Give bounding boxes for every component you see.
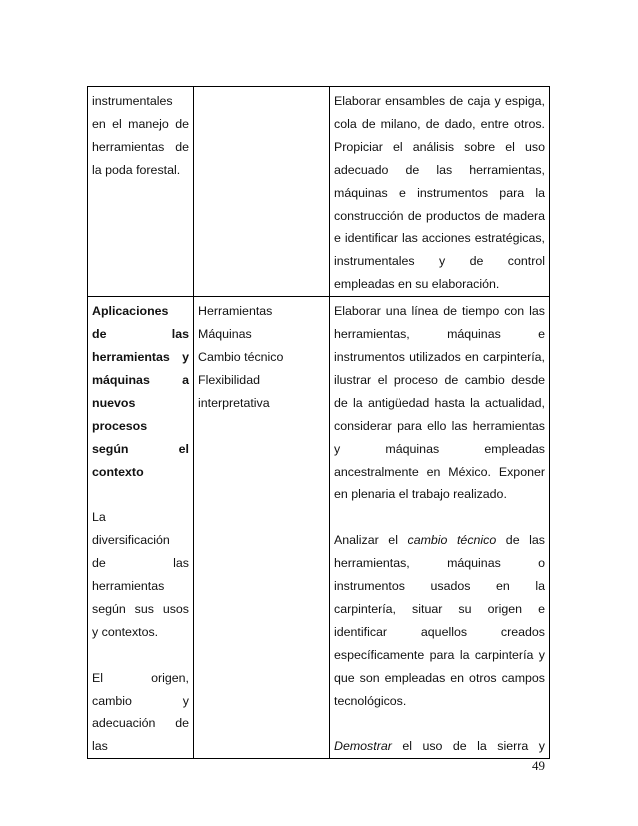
- subtopic-line: El origen,: [92, 670, 189, 685]
- activities-table: [87, 86, 550, 759]
- activity-line: instrumentos usados en la: [334, 579, 545, 594]
- activity-line: considerar para ello las herramientas: [334, 418, 545, 433]
- row1-col3-line: adecuado de las herramientas,: [334, 162, 545, 177]
- activity-line: ilustrar el proceso de cambio desde: [334, 372, 545, 387]
- activity-line: de la antigüedad hasta la actualidad,: [334, 395, 545, 410]
- table-row: [88, 87, 550, 297]
- activity-line: que son empleadas en otros campos: [334, 670, 545, 685]
- row2-col1-cell: [88, 297, 194, 759]
- activity-line: y máquinas empleadas: [334, 441, 545, 456]
- concept-line: Flexibilidad: [198, 372, 260, 387]
- concept-line: Máquinas: [198, 327, 252, 342]
- activity-text: el uso de la sierra y: [402, 739, 545, 754]
- row2-col2-cell: [194, 297, 330, 759]
- activity-line: ancestralmente en México. Exponer: [334, 464, 545, 479]
- concept-line: Cambio técnico: [198, 349, 284, 364]
- topic-title-line: Aplicaciones: [92, 304, 169, 319]
- activity-text: de las: [505, 533, 545, 548]
- row2-col3-cell: [330, 297, 550, 759]
- row1-col1-line: instrumentales: [92, 94, 173, 108]
- activity-line: específicamente para la carpintería y: [334, 647, 545, 662]
- row1-col3-line: empleadas en su elaboración.: [334, 277, 500, 292]
- row1-col2-cell: [194, 87, 330, 297]
- activity-emphasis: cambio técnico: [407, 533, 497, 548]
- activity-line: carpintería, situar su origen e: [334, 601, 545, 616]
- row1-col3-line: cola de milano, de dado, entre otros.: [334, 116, 545, 131]
- subtopic-line: las: [92, 739, 108, 754]
- row1-col3-line: instrumentales y de control: [334, 254, 545, 269]
- activity-line: herramientas, máquinas e: [334, 327, 545, 342]
- subtopic-line: y contextos.: [92, 624, 159, 639]
- subtopic-line: cambio y: [92, 693, 189, 708]
- row1-col3-line: e identificar las acciones estratégicas,: [334, 231, 545, 246]
- page-number: 49: [532, 758, 545, 773]
- activity-text: Analizar el: [334, 533, 398, 548]
- row1-col3-line: máquinas e instrumentos para la: [334, 185, 545, 200]
- row1-col1-line: herramientas de: [92, 139, 189, 154]
- topic-title-line: de las: [92, 327, 189, 342]
- row1-col1-cell: [88, 87, 194, 297]
- activity-emphasis: Demostrar: [334, 739, 392, 754]
- row1-col3-line: Propiciar el análisis sobre el uso: [334, 139, 545, 154]
- activity-line: [334, 735, 545, 758]
- activity-line: instrumentos utilizados en carpintería,: [334, 349, 545, 364]
- topic-title-line: según el: [92, 441, 189, 456]
- row1-col3-line: construcción de productos de madera: [334, 208, 545, 223]
- topic-title-line: herramientas y: [92, 349, 189, 364]
- activity-line: Elaborar una línea de tiempo con las: [334, 304, 545, 319]
- subtopic-line: de las: [92, 556, 189, 571]
- activity-line: herramientas, máquinas o: [334, 556, 545, 571]
- subtopic-line: herramientas: [92, 579, 165, 594]
- subtopic-line: La: [92, 510, 106, 525]
- subtopic-line: adecuación de: [92, 716, 189, 731]
- paragraph-gap: [334, 712, 545, 735]
- table-row: [88, 297, 550, 759]
- row1-col1-line: en el manejo de: [92, 116, 189, 131]
- activity-line: identificar aquellos creados: [334, 624, 545, 639]
- activity-line: en plenaria el trabajo realizado.: [334, 487, 507, 502]
- paragraph-gap: [334, 506, 545, 529]
- paragraph-gap: [92, 644, 189, 667]
- row1-col1-line: la poda forestal.: [92, 162, 181, 177]
- subtopic-line: diversificación: [92, 533, 170, 548]
- activity-line: tecnológicos.: [334, 693, 407, 708]
- subtopic-line: según sus usos: [92, 601, 189, 616]
- row1-col3-line: Elaborar ensambles de caja y espiga,: [334, 94, 545, 108]
- topic-title-line: máquinas a: [92, 372, 189, 387]
- concept-line: interpretativa: [198, 395, 270, 410]
- topic-title-line: nuevos: [92, 395, 136, 410]
- row1-col3-cell: [330, 87, 550, 297]
- activity-line: [334, 529, 545, 552]
- topic-title-line: contexto: [92, 464, 144, 479]
- paragraph-gap: [92, 483, 189, 506]
- concept-line: Herramientas: [198, 304, 273, 319]
- topic-title-line: procesos: [92, 418, 148, 433]
